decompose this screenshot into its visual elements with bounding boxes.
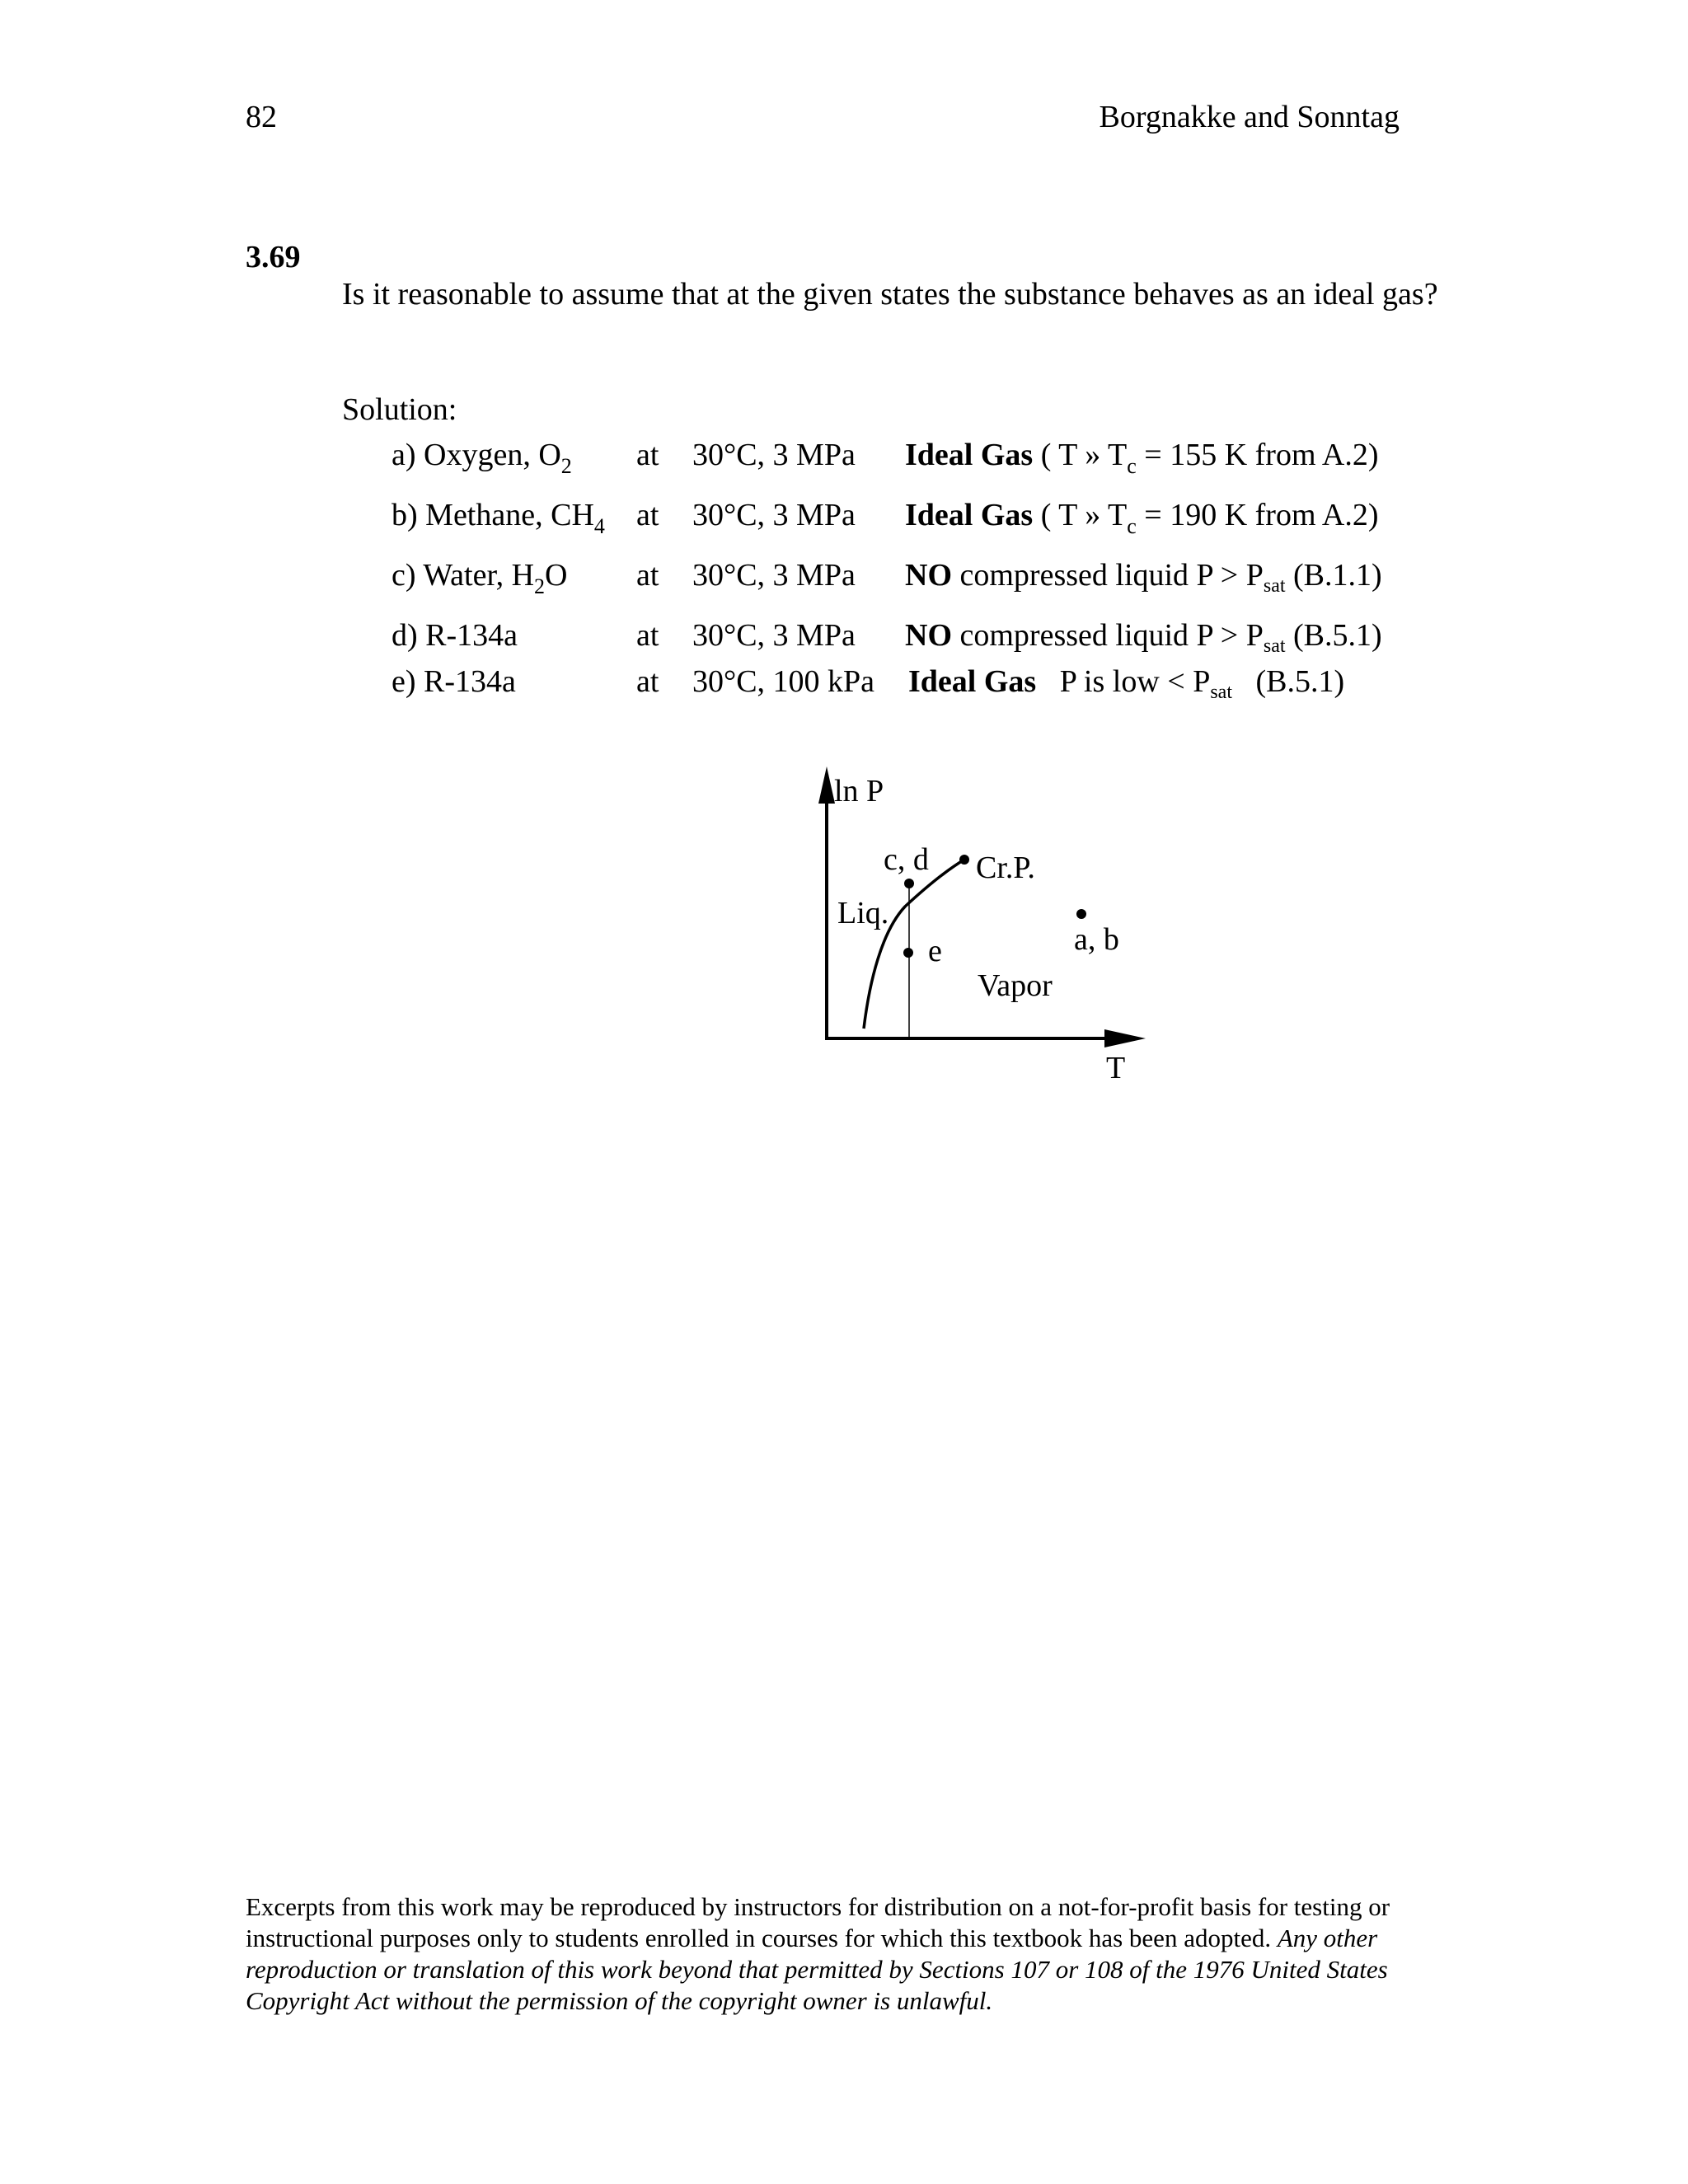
at-label: at	[636, 618, 659, 653]
at-label: at	[636, 438, 659, 472]
label-e: e	[928, 934, 942, 968]
verdict-text: NO compressed liquid $P > P_{sat}$ (B.1.1)	[905, 558, 1382, 597]
problem-number: 3.69	[246, 240, 301, 274]
y-axis-label: ln P	[834, 774, 884, 808]
phase-diagram	[816, 766, 1162, 1088]
label-vapor: Vapor	[978, 968, 1053, 1003]
at-label: at	[636, 558, 659, 593]
verdict-text: Ideal Gas ( T » $T_c = 190$ K from A.2)	[905, 498, 1379, 538]
label-liquid: Liq.	[837, 896, 889, 930]
state-value: 30°C, 3 MPa	[692, 438, 856, 472]
running-head: Borgnakke and Sonntag	[1099, 100, 1400, 134]
x-axis-arrow	[1104, 1029, 1146, 1047]
state-value: 30°C, 100 kPa	[692, 664, 875, 699]
substance-label: b) Methane, $CH_4$	[392, 498, 605, 538]
saturation-curve	[864, 860, 964, 1029]
at-label: at	[636, 498, 659, 532]
solution-label: Solution:	[342, 392, 457, 427]
point-cd	[904, 879, 914, 888]
label-ab: a, b	[1074, 922, 1119, 957]
label-critical-point: Cr.P.	[976, 851, 1035, 885]
x-axis-label: T	[1106, 1051, 1126, 1085]
state-value: 30°C, 3 MPa	[692, 498, 856, 532]
substance-label: c) Water, $H_2O$	[392, 558, 568, 598]
verdict-text: NO compressed liquid $P > P_{sat}$ (B.5.1)	[905, 618, 1382, 657]
critical-point	[959, 855, 969, 865]
verdict-text: Ideal Gas ( T » $T_c = 155$ K from A.2)	[905, 438, 1379, 478]
point-ab	[1076, 909, 1086, 919]
point-e	[903, 948, 913, 958]
substance-label: d) R-134a	[392, 618, 518, 653]
at-label: at	[636, 664, 659, 699]
substance-label: e) R-134a	[392, 664, 516, 699]
verdict-text: Ideal Gas P is low < $P_{sat}$ (B.5.1)	[908, 664, 1345, 703]
state-value: 30°C, 3 MPa	[692, 618, 856, 653]
substance-label: a) Oxygen, $O_2$	[392, 438, 572, 478]
state-value: 30°C, 3 MPa	[692, 558, 856, 593]
y-axis-arrow	[818, 766, 835, 804]
copyright-notice: Excerpts from this work may be reproduced by instructors for distribution on a not-for-profit basis for testing or instructional purposes only to students enrolled in courses for which this textbook has been adopted. Any other reproduction or translation of this work beyond that permitted by Sections 107 or 108 of the 1976 United States Copyright Act without the permission of the copyright owner is unlawful.	[246, 1892, 1390, 2015]
problem-question: Is it reasonable to assume that at the given states the substance behaves as an ideal gas?	[342, 277, 1438, 312]
label-cd: c, d	[884, 842, 929, 877]
page-number: 82	[246, 100, 277, 134]
